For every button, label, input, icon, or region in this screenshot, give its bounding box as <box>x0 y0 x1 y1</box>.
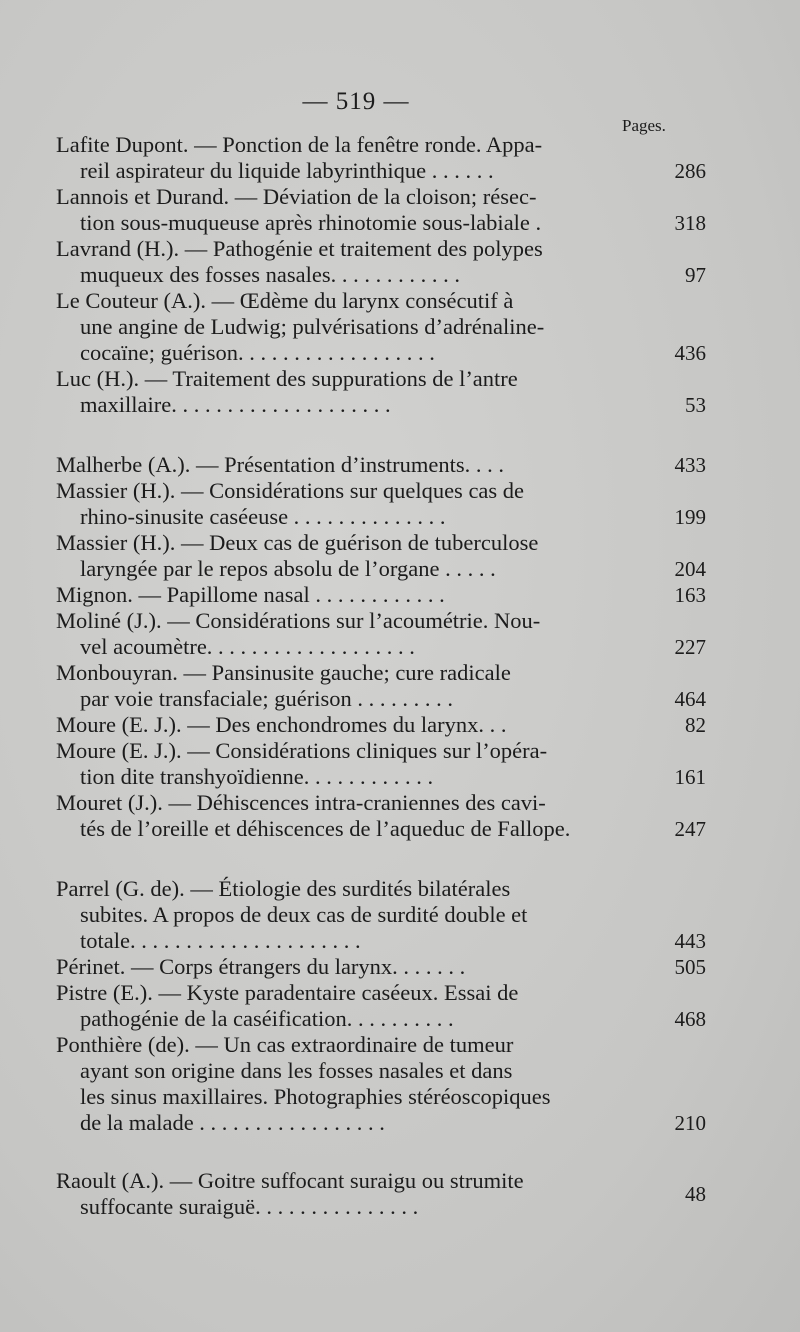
entry-page: 505 <box>674 955 706 979</box>
entry-line: totale. . . . . . . . . . . . . . . . . . . . . <box>80 928 361 953</box>
index-entry <box>56 712 706 738</box>
index-entry <box>56 790 706 842</box>
pages-column-label: Pages. <box>622 116 666 135</box>
entry-line: vel acoumètre. . . . . . . . . . . . . . . . . . . <box>80 634 415 659</box>
entry-line: Mignon. — Papillome nasal . . . . . . . . . . . . <box>56 582 445 607</box>
entry-page: 436 <box>674 341 706 365</box>
index-entry <box>56 1168 706 1220</box>
entry-line: les sinus maxillaires. Photographies stéréoscopiques <box>80 1084 551 1109</box>
index-entry <box>56 288 706 366</box>
entry-line: Pistre (E.). — Kyste paradentaire caséeux. Essai de <box>56 980 519 1005</box>
entry-line: Monbouyran. — Pansinusite gauche; cure radicale <box>56 660 511 685</box>
index-entry <box>56 608 706 660</box>
entry-line: muqueux des fosses nasales. . . . . . . . . . . . <box>80 262 460 287</box>
entry-line: suffocante suraiguë. . . . . . . . . . . . . . . <box>80 1194 419 1219</box>
entry-page: 48 <box>685 1182 706 1206</box>
entry-line: Lannois et Durand. — Déviation de la cloison; résec- <box>56 184 537 209</box>
entry-page: 161 <box>674 765 706 789</box>
entry-page: 443 <box>674 929 706 953</box>
index-entry <box>56 236 706 288</box>
entry-page: 318 <box>674 211 706 235</box>
entry-page: 204 <box>674 557 706 581</box>
entry-page: 210 <box>674 1111 706 1135</box>
entry-line: tés de l’oreille et déhiscences de l’aqueduc de Fallope. <box>80 816 571 841</box>
index-entry <box>56 478 706 530</box>
entry-page: 163 <box>674 583 706 607</box>
entry-line: reil aspirateur du liquide labyrinthique . . . . . . <box>80 158 494 183</box>
entry-page: 227 <box>674 635 706 659</box>
index-entry <box>56 660 706 712</box>
entry-line: Malherbe (A.). — Présentation d’instruments. . . . <box>56 452 505 477</box>
index-entry <box>56 530 706 582</box>
entry-line: Massier (H.). — Considérations sur quelques cas de <box>56 478 525 503</box>
index-entry <box>56 876 706 954</box>
entry-line: une angine de Ludwig; pulvérisations d’adrénaline- <box>80 314 545 339</box>
entry-page: 433 <box>674 453 706 477</box>
index-entry <box>56 954 706 980</box>
entry-page: 82 <box>685 713 706 737</box>
index-section-p <box>56 876 706 1136</box>
entry-page: 199 <box>674 505 706 529</box>
entry-line: Lafite Dupont. — Ponction de la fenêtre ronde. Appa- <box>56 132 543 157</box>
index-section-r <box>56 1168 706 1220</box>
entry-page: 247 <box>674 817 706 841</box>
index-entry <box>56 738 706 790</box>
entry-line: de la malade . . . . . . . . . . . . . . . . . <box>80 1110 385 1135</box>
entry-line: maxillaire. . . . . . . . . . . . . . . . . . . . <box>80 392 391 417</box>
entry-line: tion sous-muqueuse après rhinotomie sous-labiale . <box>80 210 542 235</box>
entry-line: Luc (H.). — Traitement des suppurations de l’antre <box>56 366 518 391</box>
entry-page: 53 <box>685 393 706 417</box>
entry-line: Mouret (J.). — Déhiscences intra-craniennes des cavi- <box>56 790 546 815</box>
index-entry <box>56 980 706 1032</box>
entry-line: tion dite transhyoïdienne. . . . . . . . . . . . <box>80 764 434 789</box>
entry-line: Le Couteur (A.). — Œdème du larynx consécutif à <box>56 288 514 313</box>
index-entry <box>56 366 706 418</box>
entry-line: pathogénie de la caséification. . . . . . . . . . <box>80 1006 454 1031</box>
entry-line: cocaïne; guérison. . . . . . . . . . . . . . . . . . <box>80 340 435 365</box>
entry-page: 464 <box>674 687 706 711</box>
entry-line: laryngée par le repos absolu de l’organe . . . . . <box>80 556 496 581</box>
index-entry <box>56 184 706 236</box>
index-entry <box>56 1032 706 1136</box>
entry-line: Massier (H.). — Deux cas de guérison de tuberculose <box>56 530 539 555</box>
entry-line: Périnet. — Corps étrangers du larynx. . . . . . . <box>56 954 466 979</box>
index-entry <box>56 132 706 184</box>
page-number: — 519 — <box>302 88 410 115</box>
entry-page: 97 <box>685 263 706 287</box>
index-entry <box>56 582 706 608</box>
entry-line: Raoult (A.). — Goitre suffocant suraigu ou strumite <box>56 1168 524 1193</box>
entry-line: rhino-sinusite caséeuse . . . . . . . . . . . . . . <box>80 504 446 529</box>
entry-line: Moliné (J.). — Considérations sur l’acoumétrie. Nou- <box>56 608 541 633</box>
index-section-m <box>56 452 706 842</box>
entry-line: Parrel (G. de). — Étiologie des surdités bilatérales <box>56 876 511 901</box>
entry-line: par voie transfaciale; guérison . . . . . . . . . <box>80 686 454 711</box>
entry-line: ayant son origine dans les fosses nasales et dans <box>80 1058 513 1083</box>
entry-line: Moure (E. J.). — Des enchondromes du larynx. . . <box>56 712 507 737</box>
entry-line: Moure (E. J.). — Considérations cliniques sur l’opéra- <box>56 738 548 763</box>
entry-line: Ponthière (de). — Un cas extraordinaire de tumeur <box>56 1032 514 1057</box>
entry-page: 286 <box>674 159 706 183</box>
entry-line: subites. A propos de deux cas de surdité double et <box>80 902 528 927</box>
index-entry <box>56 452 706 478</box>
entry-page: 468 <box>674 1007 706 1031</box>
index-section-l <box>56 132 706 418</box>
entry-line: Lavrand (H.). — Pathogénie et traitement des polypes <box>56 236 543 261</box>
